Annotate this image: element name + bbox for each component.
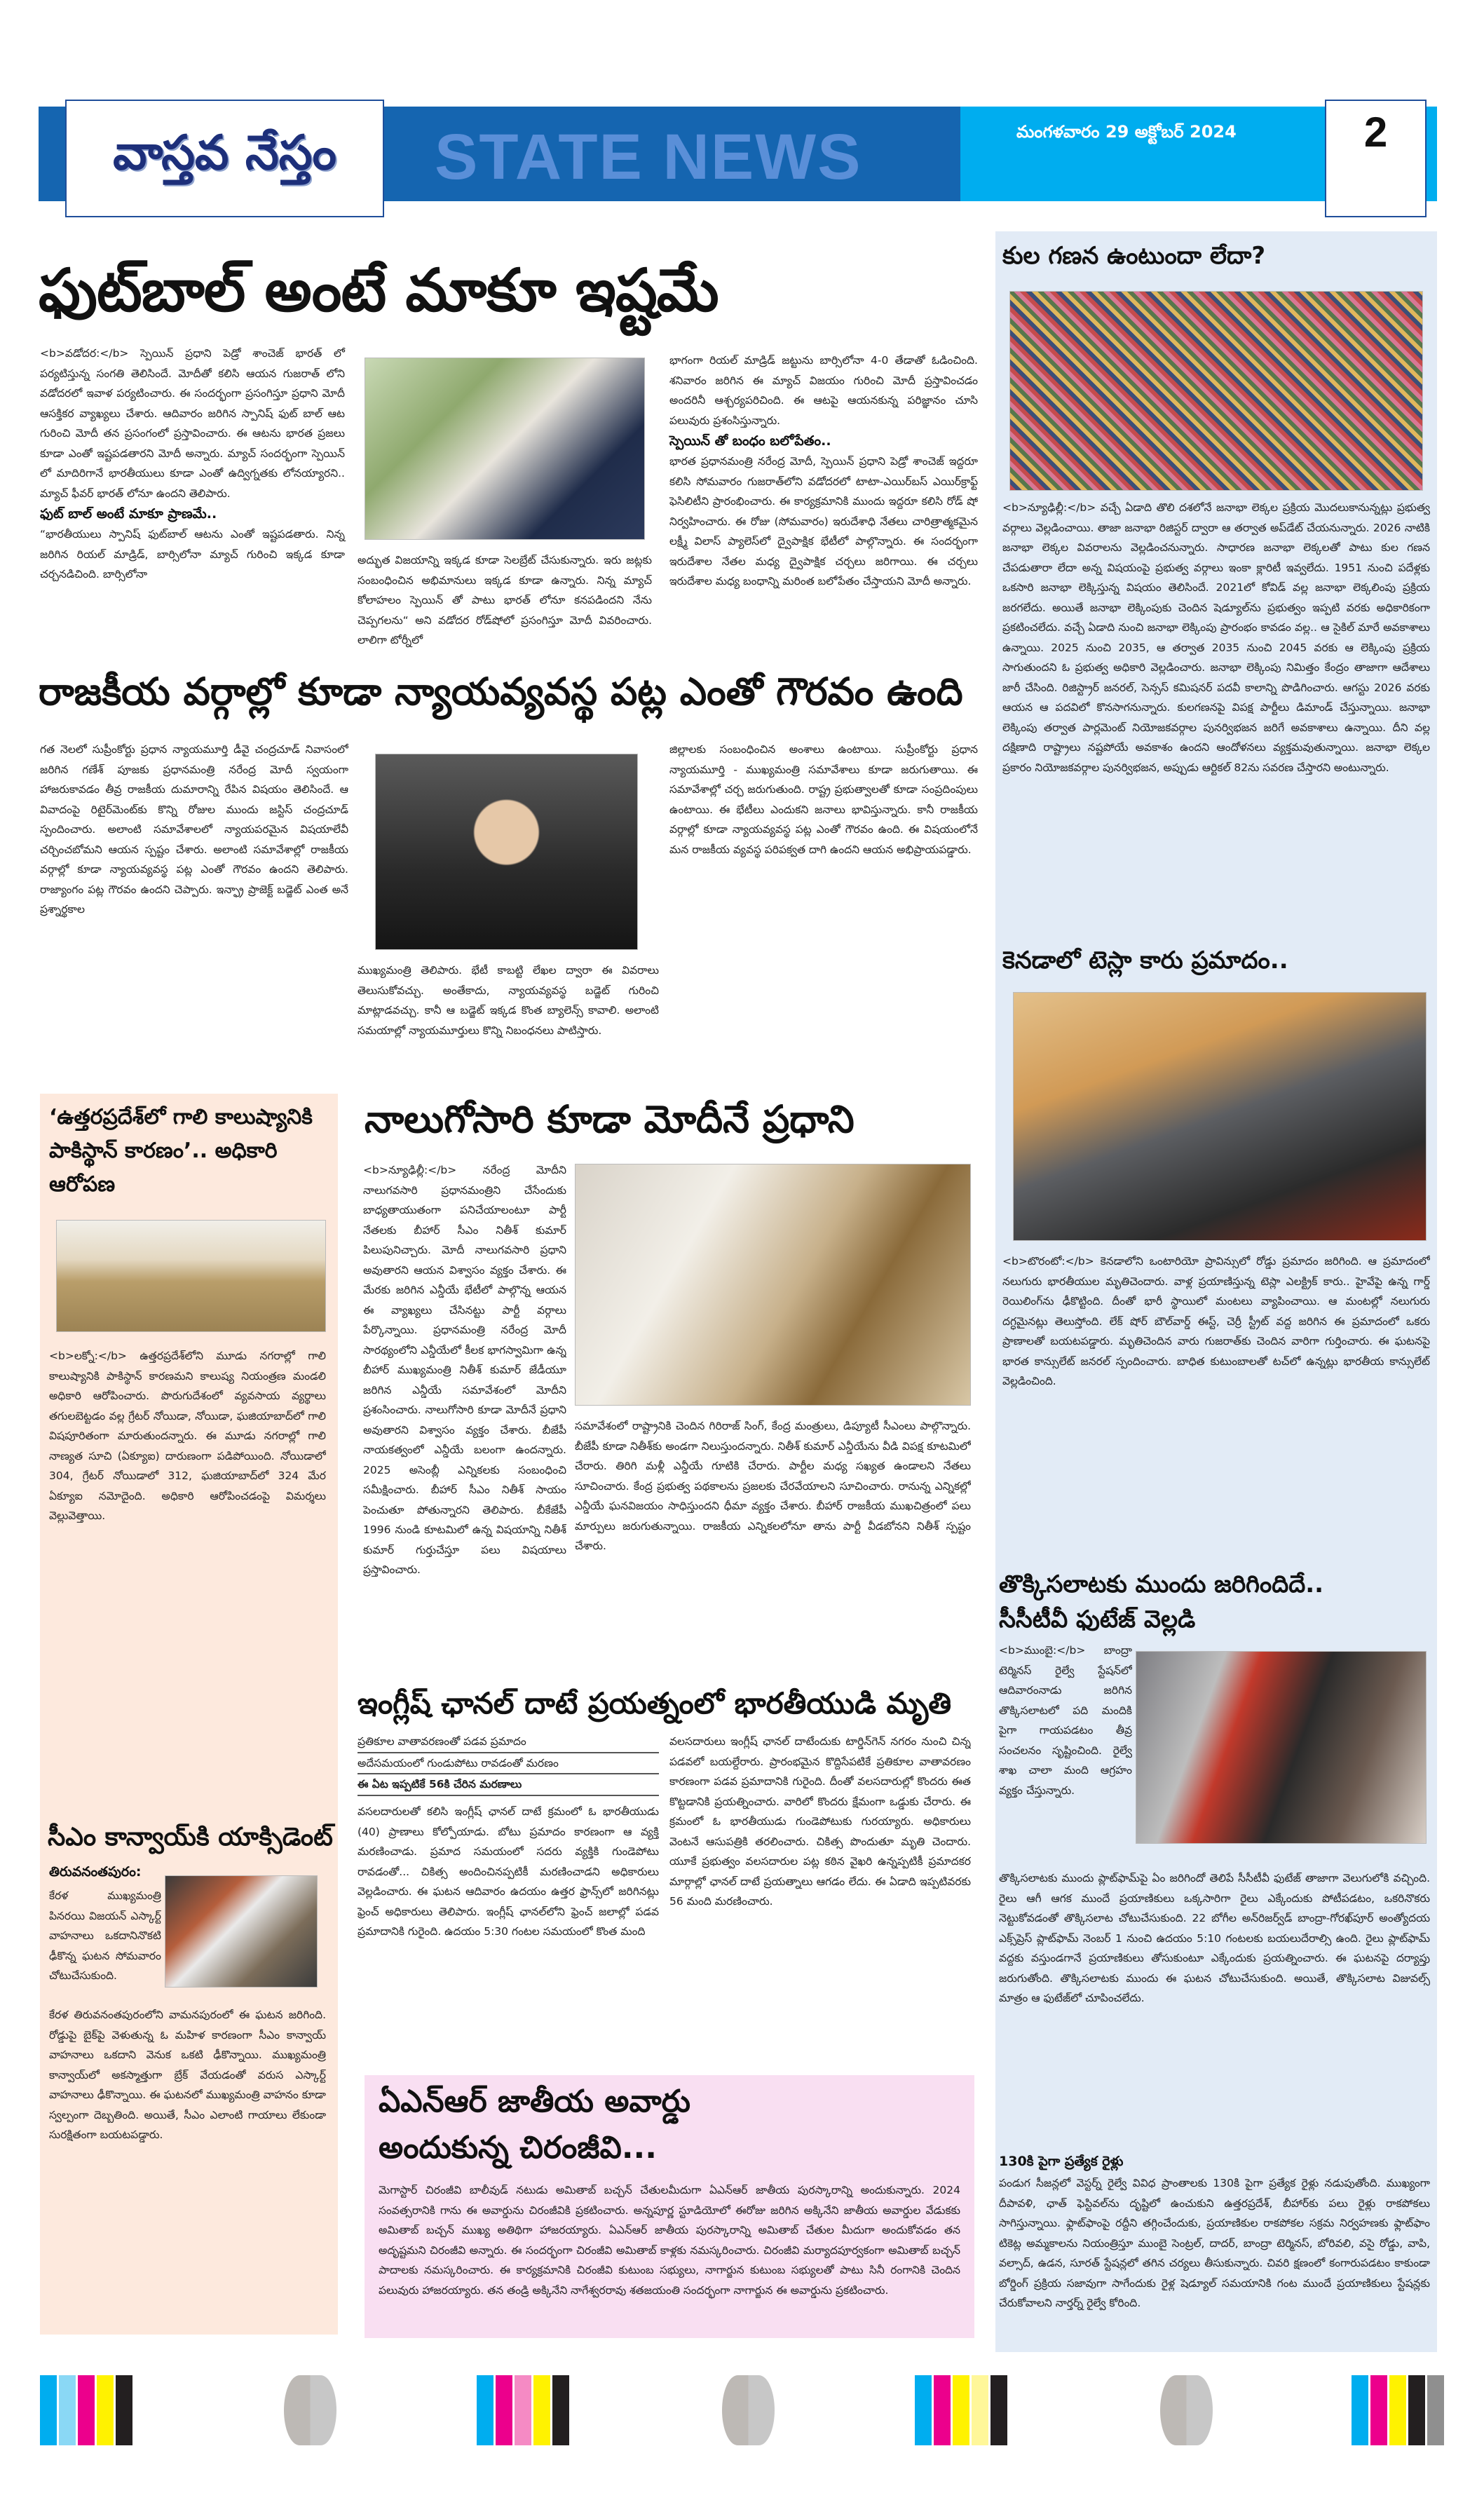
modi-sanchez-photo (365, 358, 645, 540)
lead-col3b-text: భారత ప్రధానమంత్రి నరేంద్ర మోదీ, స్పెయిన్ ప్రధాని పెడ్రో శాంచెజ్ ఇద్దరూ కలిసి సోమవారం గుజరాత్‌లోని వడోదరలో టాటా-ఎయిర్‌బస్ ఎయిర్‌క్రాఫ్ట్ ఫెసిలిటీని ప్రారంభించారు. ఈ కార్యక్రమానికి ముందు ఇద్దరూ కలిసి రోడ్ షో నిర్వహించారు. ఈ రోజు (సోమవారం) ఇరుదేశాధి నేతలు చారిత్రాత్మకమైన లక్ష్మీ విలాస్ ప్యాలెస్‌లో ద్వైపాక్షిక భేటీలో పాల్గొన్నారు. ఈ సందర్భంగా ఇరుదేశాల నేతల మధ్య ద్వైపాక్షిక చర్చలు జరిగాయి. ఈ చర్చలు ఇరుదేశాల మధ్య బంధాన్ని మరింత బలోపేతం చేస్తాయని మోదీ అన్నారు. (669, 455, 978, 587)
anr-headline (379, 2079, 690, 2171)
channel-headline: ఇంగ్లీష్ ఛానల్ దాటే ప్రయత్నంలో భారతీయుడి మృతి (358, 1686, 952, 1720)
stampede-short-text: <b>ముంబై:</b> బాంద్రా టెర్మినస్ రైల్వే స్టేషన్‌లో ఆదివారంనాడు జరిగిన తొక్కిసలాటలో పది మందికి పైగా గాయపడటం తీవ్ర సంచలనం సృష్టించింది. రైల్వే శాఖ చాలా మంది ఆగ్రహం వ్యక్తం చేస్తున్నారు. (999, 1644, 1132, 1797)
section-title: STATE NEWS (435, 121, 862, 193)
lead-col2-text: అద్భుత విజయాన్ని ఇక్కడ కూడా సెలబ్రేట్ చేసుకున్నారు. ఇరు జట్లకు సంబంధించిన అభిమానులు ఇక్కడ కూడా ఉన్నారు. నిన్న మ్యాచ్ కోలాహలం స్పెయిన్ తో పాటు భారత్ లోనూ కనపడిందని నేను చెప్పగలను“ అని వడోదర రోడ్‌షోలో ప్రసంగిస్తూ మోదీ వివరించారు. లాలిగా టోర్నీలో (358, 554, 652, 646)
judiciary-col2-text: ముఖ్యమంత్రి తెలిపారు. భేటీ కాబట్టి లేఖల ద్వారా ఈ వివరాలు తెలుసుకోవచ్చు. అంతేకాదు, న్యాయవ్యవస్థ బడ్జెట్ గురించి మాట్లాడవచ్చు. కానీ ఆ బడ్జెట్ ఇక్కడ కొంత బ్యాలెన్స్ కావాలి. అలాంటి సమయాల్లో న్యాయమూర్తులు కొన్ని నిబంధనలు పాటిస్తారు. (358, 964, 659, 1037)
page-number: 2 (1363, 109, 1388, 156)
print-color-bar (915, 2375, 1007, 2445)
anr-text: మెగాస్టార్ చిరంజీవి బాలీవుడ్ నటుడు అమితాబ్ బచ్చన్ చేతులమీదుగా ఏఎన్ఆర్ జాతీయ పురస్కారాన్ని అందుకున్నారు. 2024 సంవత్సరానికి గాను ఈ అవార్డును చిరంజీవికి ప్రకటించారు. అన్నపూర్ణ స్టూడియోలో ఈరోజు జరిగిన అక్కినేని జాతీయ అవార్డుల వేడుకకు అమితాబ్ బచ్చన్ ముఖ్య అతిథిగా హాజరయ్యారు. ఏఎన్ఆర్ జాతీయ పురస్కారాన్ని అమితాబ్ చేతుల మీదుగా అందుకోవడం తన అదృష్టమని చిరంజీవి అన్నారు. ఈ సందర్భంగా చిరంజీవి అమితాబ్ కాళ్లకు నమస్కరించారు. చిరంజీవి మర్యాదపూర్వకంగా అమితాబ్ బచ్చన్ పాదాలకు నమస్కరించారు. ఈ కార్యక్రమానికి చిరంజీవి కుటుంబ సభ్యులు, నాగార్జున కుటుంబ సభ్యులతో పాటు సినీ రంగానికి చెందిన పలువురు హాజరయ్యారు. తన తండ్రి అక్కినేని నాగేశ్వరరావు శతజయంతి సందర్భంగా నాగార్జున ఈ అవార్డును ప్రకటించారు. (379, 2184, 960, 2297)
judiciary-col1-text: గత నెలలో సుప్రీంకోర్టు ప్రధాన న్యాయమూర్తి డీవై చంద్రచూడ్ నివాసంలో జరిగిన గణేశ్ పూజకు ప్రధానమంత్రి నరేంద్ర మోదీ స్వయంగా హాజరుకావడం తీవ్ర రాజకీయ దుమారాన్ని రేపిన విషయం తెలిసిందే. ఆ వివాదంపై రిటైర్‌మెంట్‌కు కొన్ని రోజుల ముందు జస్టిస్ చంద్రచూడ్ స్పందించారు. అలాంటి సమావేశాలలో న్యాయపరమైన విషయాలేవీ చర్చించబోమని ఆయన స్పష్టం చేశారు. అలాంటి సమావేశాల్లో రాజకీయ వర్గాల్లో కూడా న్యాయవ్యవస్థ పట్ల ఎంతో గౌరవం ఉందని తెలిపారు. రాజ్యాంగం పట్ల గౌరవం ఉందని చెప్పారు. ఇన్ఫ్రా ప్రాజెక్ట్ బడ్జెట్ ఎంత అనే ప్రశ్నార్థకాల (40, 743, 348, 916)
field-smoke-photo (56, 1220, 326, 1332)
page-number-box (1325, 100, 1427, 217)
lead-col1-text: <b>వడోదర:</b> స్పెయిన్ ప్రధాని పెడ్రో శాంచెజ్ భారత్ లో పర్యటిస్తున్న సంగతి తెలిసిందే. మోదీతో కలిసి ఆయన గుజరాత్ లోని వడోదరలో ఇవాళ పర్యటించారు. ఈ సందర్భంగా ప్రసంగిస్తూ ప్రధాని మోదీ ఆసక్తికర వ్యాఖ్యలు చేశారు. ఆదివారం జరిగిన స్పానిష్ ఫుట్ బాల్ ఆట గురించి మోదీ తన ప్రసంగంలో ప్రస్తావించారు. ఈ ఆటను భారత ప్రజలు కూడా ఎంతో ఇష్టపడతారని మోదీ అన్నారు. మ్యాచ్ సందర్భంగా స్పెయిన్ లో మాదిరిగానే భారతీయులు కూడా ఎంతో ఉద్విగ్నతకు లోనయ్యారని.. మ్యాచ్ ఫీవర్ భారత్ లోనూ ఉందని తెలిపారు. (40, 347, 345, 500)
modi-headline: నాలుగోసారి కూడా మోదీనే ప్రధాని (365, 1097, 855, 1141)
lead-col3-text: భాగంగా రియల్ మాడ్రిడ్ జట్టును బార్సిలోనా 4-0 తేడాతో ఓడించింది. శనివారం జరిగిన ఈ మ్యాచ్ విజయం గురించి మోదీ ప్రస్తావించడం అందరినీ ఆశ్చర్యపరిచింది. ఈ ఆటపై ఆయనకున్న పరిజ్ఞానం చూసి పలువురు ప్రశంసిస్తున్నారు. (669, 354, 978, 427)
tesla-text: <b>టొరంటో:</b> కెనడాలోని ఒంటారియో ప్రావిన్సులో రోడ్డు ప్రమాదం జరిగింది. ఆ ప్రమాదంలో నలుగురు భారతీయుల మృతిచెందారు. వాళ్ల ప్రయాణిస్తున్న టెస్లా ఎలక్ట్రిక్ కారు.. హైవేపై ఉన్న గార్డ్ రెయిలింగ్‌ను ఢీకొట్టింది. దీంతో భారీ స్థాయిలో మంటలు వ్యాపించాయి. ఆ మంటల్లో నలుగురు దగ్ధమైనట్లు తెలుస్తోంది. లేక్ షోర్ బౌల్‌వార్డ్ ఈస్ట్, చెర్రీ స్ట్రీట్ వద్ద జరిగిన ఈ ప్రమాదంలో ఒకరు ప్రాణాలతో బయటపడ్డారు. మృతిచెందిన వారు గుజరాత్‌కు చెందిన వారిగా గుర్తించారు. ఈ ఘటనపై భారత కాన్సులేట్ జనరల్ స్పందించారు. బాధిత కుటుంబాలతో టచ్‌లో ఉన్నట్లు భారతీయ కాన్సులేట్ వెల్లడించింది. (1002, 1255, 1430, 1387)
judiciary-headline: రాజకీయ వర్గాల్లో కూడా న్యాయవ్యవస్థ పట్ల ఎంతో గౌరవం ఉంది (39, 670, 963, 714)
tesla-headline: కెనడాలో టెస్లా కారు ప్రమాదం.. (1002, 946, 1288, 974)
chandrachud-photo (375, 754, 638, 950)
caste-census-headline: కుల గణన ఉంటుందా లేదా? (1002, 242, 1266, 270)
anr-headline-line1: ఏఎన్ఆర్ జాతీయ అవార్డు (379, 2084, 690, 2119)
cm-convoy-text: కేరళ తిరువనంతపురంలోని వామనపురంలో ఈ ఘటన జరిగింది. రోడ్డుపై బైక్‌పై వెళుతున్న ఓ మహిళ కారణంగా సీఎం కాన్వాయ్ వాహనాలు ఒకదాని వెనుక ఒకటి ఢీకొన్నాయి. ముఖ్యమంత్రి కాన్వాయ్‌లో అకస్మాత్తుగా బ్రేక్ వేయడంతో వరుస ఎస్కార్ట్ వాహనాలు ఢీకొన్నాయి. ఈ ఘటనలో ముఖ్యమంత్రి వాహనం కూడా స్వల్పంగా దెబ్బతింది. అయితే, సీఎం ఎలాంటి గాయాలు లేకుండా సురక్షితంగా బయటపడ్డారు. (49, 2009, 326, 2141)
lead-col1b-text: “భారతీయులు స్పానిష్ ఫుట్‌బాల్ ఆటను ఎంతో ఇష్టపడతారు. నిన్న జరిగిన రియల్ మాడ్రిడ్, బార్సిలోనా మ్యాచ్ గురించి ఇక్కడ కూడా చర్చనడిచింది. బార్సిలోనా (40, 528, 345, 580)
lead-subhead1: ఫుట్ బాల్ అంటే మాకూ ప్రాణమే.. (40, 506, 217, 522)
judiciary-col3-text: జిల్లాలకు సంబంధించిన అంశాలు ఉంటాయి. సుప్రీంకోర్టు ప్రధాన న్యాయమూర్తి - ముఖ్యమంత్రి సమావేశాలు కూడా జరుగుతాయి. ఈ సమావేశాల్లో చర్చ జరుగుతుంది. రాష్ట్ర ప్రభుత్వాలతో కూడా సంప్రదింపులు ఉంటాయి. ఈ భేటీలు ఎందుకని జనాలు భావిస్తున్నారు. కానీ రాజకీయ వర్గాల్లో కూడా న్యాయవ్యవస్థ పట్ల ఎంతో గౌరవం ఉంది. ఈ విషయంలోనే మన రాజకీయ వ్యవస్థ పరిపక్వత దాగి ఉందని ఆయన అభిప్రాయపడ్డారు. (669, 743, 978, 856)
crowd-photo (1009, 291, 1423, 491)
print-color-bar (40, 2375, 132, 2445)
channel-bullet: అదేసమయంలో గుండుపోటు రావడంతో మరణం (358, 1753, 659, 1775)
stampede-text: తొక్కిసలాటకు ముందు ప్లాట్‌ఫామ్‌పై ఏం జరిగిందో తెలిపే సీసీటీవీ ఫుటేజ్ తాజాగా వెలుగులోకి వచ్చింది. రైలు ఆగీ ఆగక ముందే ప్రయాణికులు ఒక్కసారిగా రైలు ఎక్కేందుకు పోటీపడటం, ఒకరినొకరు నెట్టుకోవడంతో తొక్కిసలాట చోటుచేసుకుంది. 22 బోగీల అన్‌రిజర్వ్‌డ్ బాంద్రా-గోరఖ్‌పూర్ అంత్యోదయ ఎక్స్‌ప్రెస్ ప్లాట్‌ఫామ్ నెంబర్ 1 నుంచి ఉదయం 5:10 గంటలకు బయలుదేరాల్సి ఉంది. రైలు ప్లాట్‌ఫామ్ వద్దకు వస్తుండగానే ప్రయాణికులు తోసుకుంటూ ఎక్కేందుకు ప్రయత్నించారు. ఈ ఘటనపై దర్యాప్తు జరుగుతోంది. తొక్కిసలాటకు ముందు ఈ ఘటన చోటుచేసుకుంది. అయితే, తొక్కిసలాట విజువల్స్ మాత్రం ఆ ఫుటేజ్‌లో చూపించలేదు. (999, 1872, 1430, 2004)
lead-subhead2: స్పెయిన్ తో బంధం బలోపేతం.. (669, 433, 831, 449)
newspaper-logo (65, 100, 384, 217)
stampede-cctv-photo (1136, 1651, 1427, 1844)
lead-headline: ఫుట్‌బాల్ అంటే మాకూ ఇష్టమే (39, 256, 719, 325)
channel-col1-text: వసలదారులతో కలిసి ఇంగ్లీష్ ఛానల్ దాటే క్రమంలో ఓ భారతీయుడు (40) ప్రాణాలు కోల్పోయాడు. బోటు ప్రమాదం కారణంగా ఆ వ్యక్తి మరణించాడు. ప్రమాద సమయంలో సదరు వ్యక్తికి గుండెపోటు రావడంతో... చికిత్స అందించినప్పటికీ మరణించాడని అధికారులు వెల్లడించారు. ఈ ఘటన ఆదివారం ఉదయం ఉత్తర ఫ్రాన్స్‌లో జరిగినట్లు ఫ్రెంచ్ అధికారులు తెలిపారు. ఇంగ్లీష్ ఛానల్‌లోని ఫ్రెంచ్ జలాల్లో పడవ ప్రమాదానికి గురైంది. ఉదయం 5:30 గంటల సమయంలో కొంత మంది (358, 1805, 659, 1938)
registration-mark (284, 2375, 336, 2445)
special-trains-subhead: 130కి పైగా ప్రత్యేక రైళ్లు (999, 2154, 1124, 2169)
registration-mark (722, 2375, 775, 2445)
issue-date: మంగళవారం 29 అక్టోబర్ 2024 (1016, 122, 1237, 142)
caste-census-text: <b>న్యూఢిల్లీ:</b> వచ్చే ఏడాది తొలి దశలోనే జనాభా లెక్కల ప్రక్రియ మొదలుకానున్నట్లు ప్రభుత్వ వర్గాలు వెల్లడించాయి. తాజా జనాభా రిజిస్టర్ ద్వారా ఆ తర్వాత అప్‌డేట్ చేయనున్నారు. 2026 నాటికి జనాభా లెక్కల వివరాలను వెల్లడించనున్నారు. సాధారణ జనాభా లెక్కలతో పాటు కుల గణన చేపడుతారా లేదా అన్న విషయంపై ప్రభుత్వ వర్గాలు ఇంకా క్లారిటీ ఇవ్వలేదు. 1951 నుంచి పదేళ్లకు ఒకసారి జనాభా లెక్కిస్తున్న విషయం తెలిసిందే. 2021లో కోవిడ్ వల్ల జనాభా లెక్కలింపు ప్రక్రియ జరగలేదు. అయితే జనాభా లెక్కింపుకు చెందిన షెడ్యూల్‌ను ప్రభుత్వం ఇప్పటి వరకు అధికారికంగా ప్రకటించలేదు. వచ్చే ఏడాది నుంచి జనాభా లెక్కింపు ప్రారంభం కావడం వల్ల.. ఆ సైకిల్ మారే అవకాశాలు ఉన్నాయి. 2025 నుంచి 2035, ఆ తర్వాత 2035 నుంచి 2045 వరకు ఆ లెక్కింపు ప్రక్రియ సాగుతుందని ఓ ప్రభుత్వ అధికారి వెల్లడించారు. జనాభా లెక్కింపు నిమిత్తం కేంద్రం తాజాగా ఆదేశాలు జారీ చేసింది. రిజిస్ట్రార్ జనరల్, సెన్సస్ కమిషనర్ పదవీ కాలాన్ని పొడిగించారు. ఆగస్టు 2026 వరకు ఆయన ఆ పదవిలో కొనసాగనున్నారు. కులగణనపై విపక్ష పార్టీలు డిమాండ్ చేస్తున్నాయి. జనాభా లెక్కింపు తర్వాత పార్లమెంట్ నియోజకవర్గాల పునర్విభజన జరిగే అవకాశాలు ఉన్నాయి. దీని వల్ల దక్షిణాది రాష్ట్రాలు నష్టపోయే అవకాశం ఉందని ఆందోళనలు వ్యక్తమవుతున్నాయి. జనాభా లెక్కల ప్రకారం నియోజకవర్గాల పునర్విభజన, అప్పుడు ఆర్టికల్ 82ను సవరణ చేస్తారని అంటున్నారు. (1002, 501, 1430, 774)
lead-col3 (669, 351, 978, 592)
special-trains-text: పండుగ సీజన్లలో వెస్టర్న్ రైల్వే వివిధ ప్రాంతాలకు 130కి పైగా ప్రత్యేక రైళ్లు నడుపుతోంది. ముఖ్యంగా దీపావళి, ఛాత్ ఫెస్టివల్‌ను దృష్టిలో ఉంచుకుని ఉత్తరప్రదేశ్, బీహార్‌కు పలు రైళ్లు రాకపోకలు సాగిస్తున్నాయి. ఫ్లాట్‌ఫాంపై రద్దీని తగ్గించేందుకు, ప్రయాణికుల రాకపోకల సక్రమ నిర్వహణకు ఫ్లాట్‌ఫాం టికెట్ల అమ్మకాలను నియంత్రిస్తూ ముంబై సెంట్రల్, దాదర్, బాంద్రా టెర్మినస్, బోరివలి, వసై రోడ్డు, వాపి, వల్సాద్, ఉడన, సూరత్ స్టేషన్లలో తగిన చర్యలు తీసుకున్నారు. చివరి క్షణంలో కంగారుపడటం కాకుండా బోర్డింగ్ ప్రక్రియ సజావుగా సాగేందుకు రైళ్ల షెడ్యూల్ సమయానికి గంట ముందే ప్రయాణికులు స్టేషన్లకు చేరుకోవాలని నార్తర్న్ రైల్వే కోరింది. (999, 2177, 1430, 2309)
lead-col1 (40, 344, 345, 585)
print-color-bar (1352, 2375, 1444, 2445)
up-pollution-text: <b>లక్నో:</b> ఉత్తరప్రదేశ్‌లోని మూడు నగరాల్లో గాలి కాలుష్యానికి పాకిస్థాన్ కారణమని కాలుష్య నియంత్రణ మండలి అధికారి ఆరోపించారు. పొరుగుదేశంలో వ్యవసాయ వ్యర్థాలు తగులబెట్టడం వల్ల గ్రేటర్ నోయిడా, నోయిడా, ఘజియాబాద్‌లో గాలి విషపూరితంగా మారుతుందన్నారు. ఈ మూడు నగరాల్లో గాలి నాణ్యత సూచి (ఏక్యూఐ) దారుణంగా పడిపోయింది. నోయిడాలో 304, గ్రేటర్ నోయిడాలో 312, ఘజియాబాద్‌లో 324 మేర ఏక్యూఐ నమోదైంది. అధికారి ఆరోపించడంపై విమర్శలు వెల్లువెత్తాయి. (49, 1350, 326, 1522)
convoy-accident-photo (165, 1875, 318, 1988)
up-pollution-headline: ‘ఉత్తరప్రదేశ్‌లో గాలి కాలుష్యానికి పాకిస్థాన్ కారణం’.. అధికారి ఆరోపణ (49, 1105, 313, 1197)
nitish-modi-photo (575, 1164, 971, 1406)
modi-col2-text: సమావేశంలో రాష్ట్రానికి చెందిన గిరిరాజ్ సింగ్, కేంద్ర మంత్రులు, డిప్యూటీ సీఎంలు పాల్గొన్నారు. బీజేపీ కూడా నితీశ్‌కు అండగా నిలుస్తుందన్నారు. నితీశ్ కుమార్ ఎన్డీయేను వీడి విపక్ష కూటమిలో చేరారు. తిరిగి మళ్లీ ఎన్డీయే గూటికి చేరారు. పార్టీల మధ్య సఖ్యత ఉండాలని నేతలు సూచించారు. కేంద్ర ప్రభుత్వ పథకాలను ప్రజలకు చేరవేయాలని సూచించారు. రానున్న ఎన్నికల్లో ఎన్డీయే ఘనవిజయం సాధిస్తుందని ధీమా వ్యక్తం చేశారు. బీహార్ రాజకీయ ముఖచిత్రంలో పలు మార్పులు జరుగుతున్నాయి. రాజకీయ ఎన్నికలలోనూ తాను పార్టీ వీడబోనని నితీశ్ స్పష్టం చేశారు. (575, 1420, 971, 1552)
channel-col2-text: వలసదారులు ఇంగ్లీష్ ఛానల్ దాటేందుకు టార్డిన్‌గెన్ నగరం నుంచి చిన్న పడవలో బయల్దేరారు. ప్రారంభమైన కొద్దిసేపటికే ప్రతికూల వాతావరణం కారణంగా పడవ ప్రమాదానికి గురైంది. దీంతో వలసదారుల్లో కొందరు ఈత కొట్టడానికి ప్రయత్నించారు. వారిలో కొందరు క్షేమంగా ఒడ్డుకు చేరారు. ఈ క్రమంలో ఓ భారతీయుడు గుండెపోటుకు గురయ్యారు. అధికారులు వెంటనే ఆసుపత్రికి తరలించారు. చికిత్స పొందుతూ మృతి చెందారు. యూకే ప్రభుత్వం వలసదారుల పట్ల కఠిన వైఖరి ఉన్నప్పటికీ ప్రమాదకర మార్గాల్లో ఛానల్ దాటే ప్రయత్నాలు ఆగడం లేదు. ఈ ఏడాది ఇప్పటివరకు 56 మంది మరణించారు. (669, 1735, 971, 1908)
stampede-headline-line1: తొక్కిసలాటకు ముందు జరిగిందిదే.. (999, 1570, 1324, 1598)
cm-convoy-headline: సీఎం కాన్వాయ్‌కి యాక్సిడెంట్ (48, 1823, 333, 1852)
tesla-crash-photo (1013, 992, 1427, 1241)
stampede-headline-line2: సీసీటీవీ ఫుటేజ్ వెల్లడి (999, 1605, 1196, 1633)
cm-convoy-dateline: తిరువనంతపురం: (49, 1864, 142, 1880)
print-color-bar (477, 2375, 569, 2445)
registration-mark (1160, 2375, 1213, 2445)
cm-convoy-short-text: కేరళ ముఖ్యమంత్రి పినరయి విజయన్ ఎస్కార్ట్ వాహనాలు ఒకదానినొకటి ఢీకొన్న ఘటన సోమవారం చోటుచేసుకుంది. (49, 1889, 161, 1982)
logo-text: వాస్తవ నేస్తం (113, 125, 336, 181)
anr-headline-line2: అందుకున్న చిరంజీవి... (379, 2130, 657, 2166)
channel-bullet: ప్రతికూల వాతావరణంతో పడవ ప్రమాదం (358, 1732, 659, 1753)
channel-bullet: ఈ ఏట ఇప్పటికే 56కి చేరిన మరణాలు (358, 1774, 659, 1796)
channel-bullets (358, 1732, 659, 1796)
modi-col1-text: <b>న్యూఢిల్లీ:</b> నరేంద్ర మోదీని నాలుగవసారి ప్రధానమంత్రిని చేసేందుకు బాధ్యతాయుతంగా పనిచేయాలంటూ పార్టీ నేతలకు బీహార్ సీఎం నితీశ్ కుమార్ పిలుపునిచ్చారు. మోదీ నాలుగవసారి ప్రధాని అవుతారని ఆయన విశ్వాసం వ్యక్తం చేశారు. ఈ మేరకు జరిగిన ఎన్డీయే భేటీలో పాల్గొన్న ఆయన ఈ వ్యాఖ్యలు చేసినట్టు పార్టీ వర్గాలు పేర్కొన్నాయి. ప్రధానమంత్రి నరేంద్ర మోదీ సారథ్యంలోని ఎన్డీయేలో కీలక భాగస్వామిగా ఉన్న బీహార్ ముఖ్యమంత్రి నితీశ్ కుమార్ జేడీయూ జరిగిన ఎన్డీయే సమావేశంలో మోదీని ప్రశంసించారు. నాలుగోసారి కూడా మోదీనే ప్రధాని అవుతారని విశ్వాసం వ్యక్తం చేశారు. బీజేపీ నాయకత్వంలో ఎన్డీయే బలంగా ఉందన్నారు. 2025 అసెంబ్లీ ఎన్నికలకు సంబంధించి సమీక్షించారు. బీహార్ సీఎం నితీశ్ సాయం పెంచుతూ పోతున్నారని తెలిపారు. బీకేజేపీ 1996 నుండి కూటమిలో ఉన్న విషయాన్ని నితీశ్ కుమార్ గుర్తుచేస్తూ పలు విషయాలు ప్రస్తావించారు. (363, 1164, 566, 1576)
